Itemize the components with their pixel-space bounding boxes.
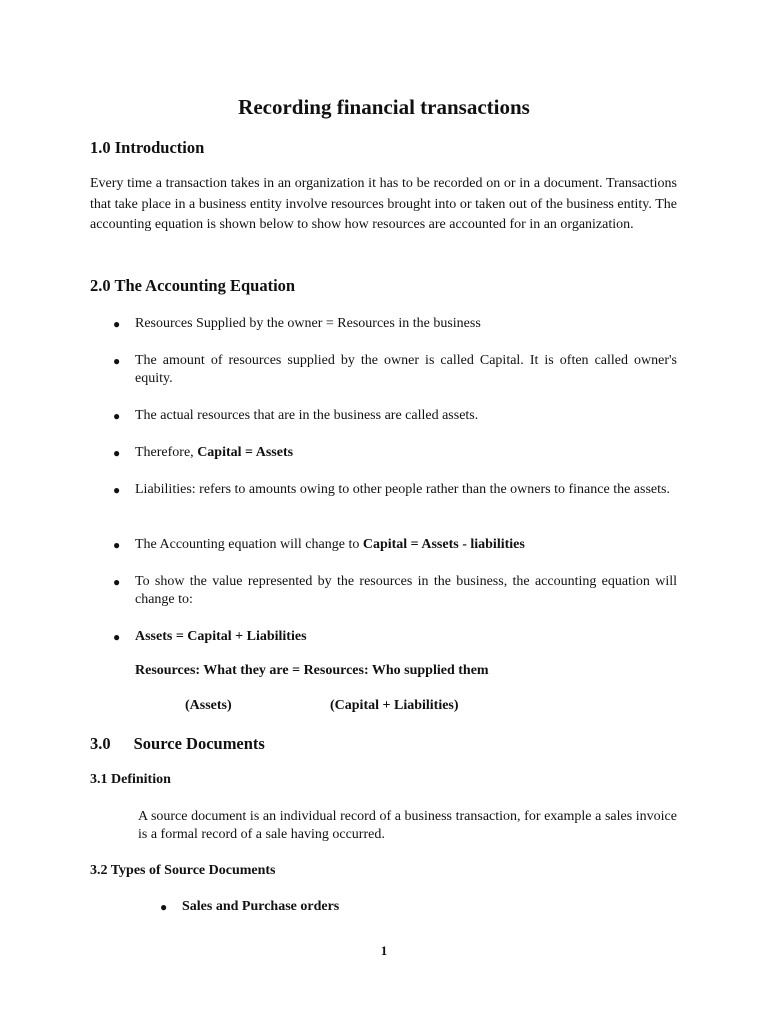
list-item [113,573,677,609]
bullet-icon: ● [113,446,121,460]
list-item [113,536,677,554]
bullet-icon: ● [113,317,121,331]
page-number: 1 [380,943,388,958]
section-heading-accounting-equation: 2.0 The Accounting Equation [90,276,296,295]
list-item [113,481,677,499]
section-heading-introduction: 1.0 Introduction [90,138,205,157]
bullet-text: Resources Supplied by the owner = Resources in the business [135,316,481,331]
subsection-heading-types: 3.2 Types of Source Documents [90,863,276,878]
bullet-icon: ● [160,900,168,914]
section-heading-source-documents [90,734,265,754]
bullet-icon: ● [113,538,121,552]
bullet-icon: ● [113,483,121,497]
list-item [113,407,677,425]
bullet-text: The Accounting equation will change to [135,537,363,552]
list-item [160,898,660,916]
bullet-text: The actual resources that are in the business are called assets. [135,408,479,423]
bullet-icon: ● [113,575,121,589]
list-item [113,352,677,388]
capital-liabilities-label: (Capital + Liabilities) [330,698,459,713]
introduction-paragraph: Every time a transaction takes in an organization it has to be recorded on or in a document. Transactions that take place in a business entity involve resources brought into or taken out of the business entity. The accounting equation is shown below to show how resources are accounted for in an organization. [90,176,677,232]
bullet-text: The amount of resources supplied by the owner is called Capital. It is often called owner's equity. [135,353,677,386]
bullet-text: To show the value represented by the resources in the business, the accounting equation will change to: [135,574,677,607]
section-title: Source Documents [133,734,265,753]
bullet-icon: ● [113,354,121,368]
bullet-bold-text: Capital = Assets [197,445,294,460]
bullet-icon: ● [113,630,121,644]
assets-label: (Assets) [185,698,232,713]
section-number: 3.0 [90,734,111,753]
document-title: Recording financial transactions [238,95,530,119]
subsection-heading-definition: 3.1 Definition [90,772,171,787]
list-item [113,315,677,333]
list-item [113,628,677,646]
bullet-text: Liabilities: refers to amounts owing to other people rather than the owners to finance the assets. [135,482,670,497]
resources-equation-line: Resources: What they are = Resources: Who supplied them [135,663,489,678]
bullet-text: Therefore, [135,445,198,460]
definition-paragraph: A source document is an individual record of a business transaction, for example a sales invoice is a formal record of a sale having occurred. [138,809,677,842]
bullet-bold-text: Assets = Capital + Liabilities [135,629,307,644]
bullet-bold-text: Capital = Assets - liabilities [362,537,525,552]
list-item [113,444,677,462]
bullet-text: Sales and Purchase orders [182,899,340,914]
bullet-icon: ● [113,409,121,423]
